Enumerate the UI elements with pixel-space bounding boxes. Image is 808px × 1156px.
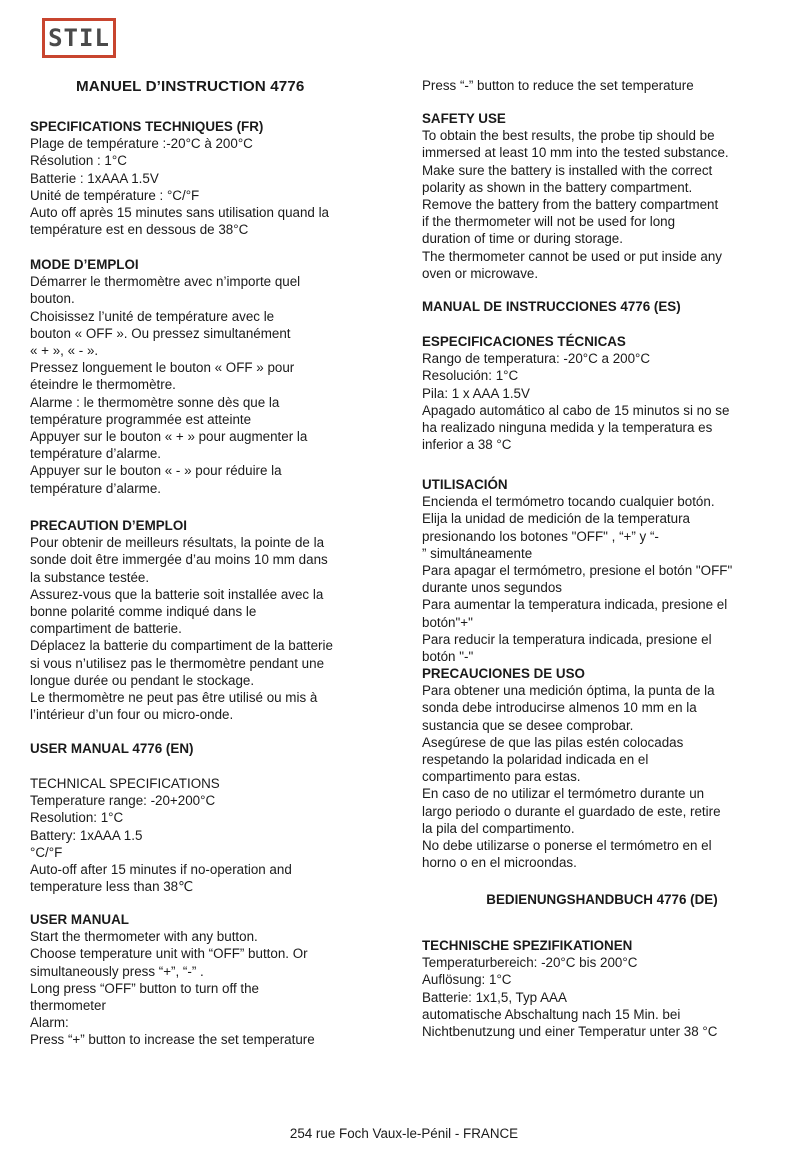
logo-text: STIL [48,24,110,52]
text-line: température est en dessous de 38°C [30,222,249,238]
text-line: respetando la polaridad indicada en el [422,752,649,768]
text-line: polarity as shown in the battery compartment. [422,179,693,195]
text-line: Nichtbenutzung und einer Temperatur unter 38 °C [422,1024,718,1040]
en-manual-continued: Press “-” button to reduce the set temperature [422,78,694,93]
text-line: Para obtener una medición óptima, la punta de la [422,683,715,699]
text-line: Auto-off after 15 minutes if no-operation and [30,862,292,878]
section-heading: PRECAUTION D’EMPLOI [30,518,187,533]
section-heading: ESPECIFICACIONES TÉCNICAS [422,334,626,349]
es-precautions-lines [422,682,782,871]
text-line: Choose temperature unit with “OFF” button. Or [30,946,308,962]
text-line: Battery: 1xAAA 1.5 [30,827,143,843]
text-line: température d’alarme. [30,480,161,496]
fr-specs-lines [30,135,390,238]
text-line: Batterie : 1xAAA 1.5V [30,170,159,186]
text-line: No debe utilizarse o ponerse el termómetro en el [422,838,712,854]
text-line: éteindre le thermomètre. [30,377,176,393]
text-line: si vous n’utilisez pas le thermomètre pendant une [30,655,325,671]
text-line: Temperaturbereich: -20°C bis 200°C [422,955,638,971]
text-line: thermometer [30,998,106,1014]
text-line: Unité de température : °C/°F [30,187,200,203]
text-line: sustancia que se desee comprobar. [422,717,634,733]
text-line: Auflösung: 1°C [422,972,512,988]
text-line: if the thermometer will not be used for long [422,214,676,230]
section-heading: USER MANUAL [30,912,129,927]
text-line: compartimento para estas. [422,769,581,785]
text-line: température programmée est atteinte [30,411,252,427]
text-line: Start the thermometer with any button. [30,929,258,945]
text-line: Pressez longuement le bouton « OFF » pour [30,360,295,376]
fr-precaution-lines [30,534,390,723]
text-line: Batterie: 1x1,5, Typ AAA [422,989,567,1005]
text-line: Pour obtenir de meilleurs résultats, la pointe de la [30,535,325,551]
fr-precaution-section [30,517,390,723]
text-line: durante unos segundos [422,580,562,596]
text-line: Long press “OFF” button to turn off the [30,980,260,996]
text-line: presionando los botones "OFF" , “+” y “- [422,528,659,544]
text-line: Asegúrese de que las pilas estén colocadas [422,734,684,750]
text-line: ha realizado ninguna medida y la temperatura es [422,420,713,436]
section-heading: UTILISACIÓN [422,477,508,492]
text-line: Pila: 1 x AAA 1.5V [422,385,530,401]
es-title: MANUAL DE INSTRUCCIONES 4776 (ES) [422,299,681,314]
text-line: Choisissez l’unité de température avec le [30,308,275,324]
en-safety-section [422,110,782,282]
fr-mode-lines [30,273,390,497]
text-line: inferior a 38 °C [422,437,512,453]
text-line: Déplacez la batterie du compartiment de la batterie [30,638,333,654]
de-title: BEDIENUNGSHANDBUCH 4776 (DE) [486,892,718,907]
en-specs-lines [30,792,390,895]
text-line: Auto off après 15 minutes sans utilisation quand la [30,205,330,221]
text-line: Le thermomètre ne peut pas être utilisé ou mis à [30,690,318,706]
section-heading: SPECIFICATIONS TECHNIQUES (FR) [30,119,264,134]
text-line: Appuyer sur le bouton « + » pour augmenter la [30,429,308,445]
section-heading: SAFETY USE [422,111,506,126]
es-specs-section [422,333,782,453]
text-line: Para aumentar la temperatura indicada, presione el [422,597,728,613]
de-specs-lines [422,954,782,1040]
text-line: compartiment de batterie. [30,621,182,637]
text-line: The thermometer cannot be used or put inside any [422,248,722,264]
footer-address: 254 rue Foch Vaux-le-Pénil - FRANCE [289,1126,519,1141]
text-line: Rango de temperatura: -20°C a 200°C [422,351,651,367]
text-line: Apagado automático al cabo de 15 minutos si no se [422,402,730,418]
text-line: température d’alarme. [30,446,161,462]
en-specs-section [30,775,390,895]
es-precautions-section [422,665,782,871]
text-line: horno o en el microondas. [422,855,577,871]
fr-mode-section [30,256,390,497]
text-line: longue durée ou pendant le stockage. [30,672,255,688]
text-line: Temperature range: -20+200°C [30,793,216,809]
text-line: duration of time or during storage. [422,231,623,247]
text-line: oven or microwave. [422,265,539,281]
text-line: la substance testée. [30,569,150,585]
text-line: largo periodo o durante el guardado de este, retire [422,803,721,819]
text-line: Elija la unidad de medición de la temperatura [422,511,690,527]
de-specs-section [422,937,782,1040]
fr-specs-section [30,118,390,238]
en-safety-lines [422,127,782,282]
stil-logo [42,18,116,58]
es-specs-lines [422,350,782,453]
text-line: Para reducir la temperatura indicada, presione el [422,631,712,647]
section-heading: TECHNISCHE SPEZIFIKATIONEN [422,938,633,953]
text-line: Press “+” button to increase the set temperature [30,1032,315,1048]
text-line: bonne polarité comme indiqué dans le [30,604,257,620]
es-use-section [422,476,782,665]
text-line: Alarme : le thermomètre sonne dès que la [30,394,280,410]
text-line: la pila del compartimento. [422,820,575,836]
page-title: MANUEL D’INSTRUCTION 4776 [76,78,305,95]
en-title: USER MANUAL 4776 (EN) [30,741,194,756]
text-line: Plage de température :-20°C à 200°C [30,136,253,152]
text-line: Make sure the battery is installed with the correct [422,162,713,178]
section-heading: MODE D’EMPLOI [30,257,139,272]
text-line: Para apagar el termómetro, presione el botón "OFF" [422,563,733,579]
text-line: automatische Abschaltung nach 15 Min. bei [422,1006,681,1022]
text-line: « + », « - ». [30,343,99,359]
section-heading: PRECAUCIONES DE USO [422,666,585,681]
text-line: botón"+" [422,614,473,630]
text-line: Resolución: 1°C [422,368,519,384]
text-line: bouton « OFF ». Ou pressez simultanément [30,325,291,341]
text-line: temperature less than 38℃ [30,879,194,895]
en-manual-lines [30,928,390,1048]
text-line: simultaneously press “+”, “-” . [30,963,204,979]
text-line: Alarm: [30,1015,69,1031]
text-line: °C/°F [30,844,63,860]
en-manual-section [30,911,390,1049]
text-line: Démarrer le thermomètre avec n’importe quel [30,274,301,290]
section-heading: TECHNICAL SPECIFICATIONS [30,776,220,791]
text-line: botón "-" [422,649,474,665]
text-line: En caso de no utilizar el termómetro durante un [422,786,705,802]
text-line: immersed at least 10 mm into the tested substance. [422,145,729,161]
text-line: l’intérieur d’un four ou micro-onde. [30,707,234,723]
text-line: Encienda el termómetro tocando cualquier botón. [422,494,715,510]
text-line: Remove the battery from the battery compartment [422,197,719,213]
text-line: ” simultáneamente [422,545,533,561]
text-line: Assurez-vous que la batterie soit installée avec la [30,586,324,602]
text-line: Résolution : 1°C [30,153,127,169]
text-line: To obtain the best results, the probe tip should be [422,128,715,144]
text-line: Appuyer sur le bouton « - » pour réduire la [30,463,282,479]
text-line: sonde doit être immergée d’au moins 10 mm dans [30,552,328,568]
text-line: sonda debe introducirse almenos 10 mm en la [422,700,697,716]
text-line: Resolution: 1°C [30,810,124,826]
es-use-lines [422,493,782,665]
text-line: bouton. [30,291,75,307]
